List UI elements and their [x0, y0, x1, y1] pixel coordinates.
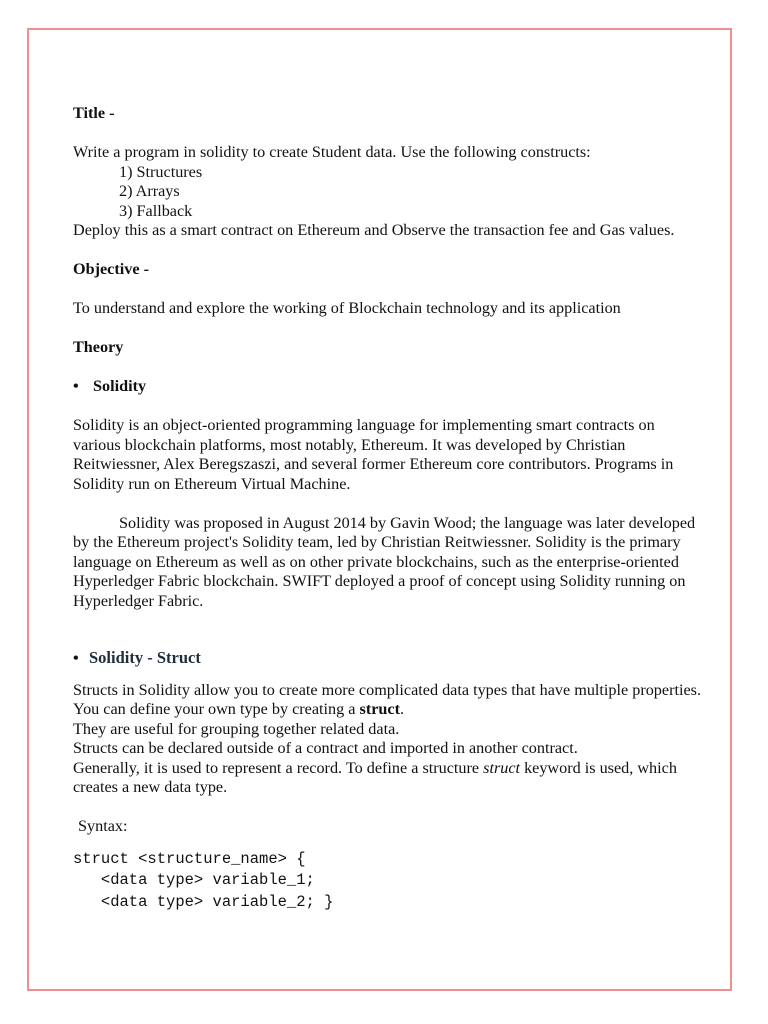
- task-intro: Write a program in solidity to create Student data. Use the following constructs:: [73, 143, 591, 161]
- title-heading: Title -: [73, 104, 115, 122]
- struct-line-3: Structs can be declared outside of a contract and imported in another contract.: [73, 739, 578, 757]
- document-body: [73, 104, 703, 913]
- objective-text: To understand and explore the working of Blockchain technology and its application: [73, 299, 621, 317]
- solidity-paragraph-1: Solidity is an object-oriented programming language for implementing smart contracts on various blockchain platforms, most notably, Ethereum. It was developed by Christian Reitwiessner, Alex Beregszaszi, and several former Ethereum core contributors. Programs in Solidity run on Ethereum Virtual Machine.: [73, 416, 674, 493]
- solidity-paragraph-2: Solidity was proposed in August 2014 by Gavin Wood; the language was later developed by the Ethereum project's Solidity team, led by Christian Reitwiessner. Solidity is the primary language on Ethereum as well as on other private blockchains, such as the enterprise-oriented Hyperledger Fabric blockchain. SWIFT deployed a proof of concept using Solidity running on Hyperledger Fabric.: [73, 513, 696, 610]
- bullet-icon: •: [73, 377, 79, 395]
- struct-line-1: Structs in Solidity allow you to create more complicated data types that have multiple properties. You can define your own type by creating a struct.: [73, 680, 702, 718]
- solidity-heading: Solidity: [93, 377, 147, 395]
- task-deploy: Deploy this as a smart contract on Ethereum and Observe the transaction fee and Gas values.: [73, 221, 675, 239]
- theory-heading: Theory: [73, 338, 124, 356]
- solidity-bullet-heading: [73, 377, 703, 397]
- bullet-icon: •: [73, 649, 79, 667]
- construct-item: 1) Structures: [119, 162, 203, 181]
- struct-line-2: They are useful for grouping together related data.: [73, 719, 400, 738]
- struct-bullet-heading: [73, 648, 703, 669]
- syntax-label: Syntax:: [78, 817, 128, 835]
- construct-item: 3) Fallback: [119, 201, 193, 220]
- objective-heading: Objective -: [73, 260, 149, 278]
- struct-line-4: Generally, it is used to represent a record. To define a structure struct keyword is used, which creates a new data type.: [73, 758, 677, 796]
- code-line: <data type> variable_2; }: [73, 892, 334, 911]
- struct-heading: Solidity - Struct: [89, 648, 201, 667]
- code-line: struct <structure_name> {: [73, 849, 306, 868]
- code-line: <data type> variable_1;: [73, 871, 315, 889]
- construct-item: 2) Arrays: [119, 182, 180, 200]
